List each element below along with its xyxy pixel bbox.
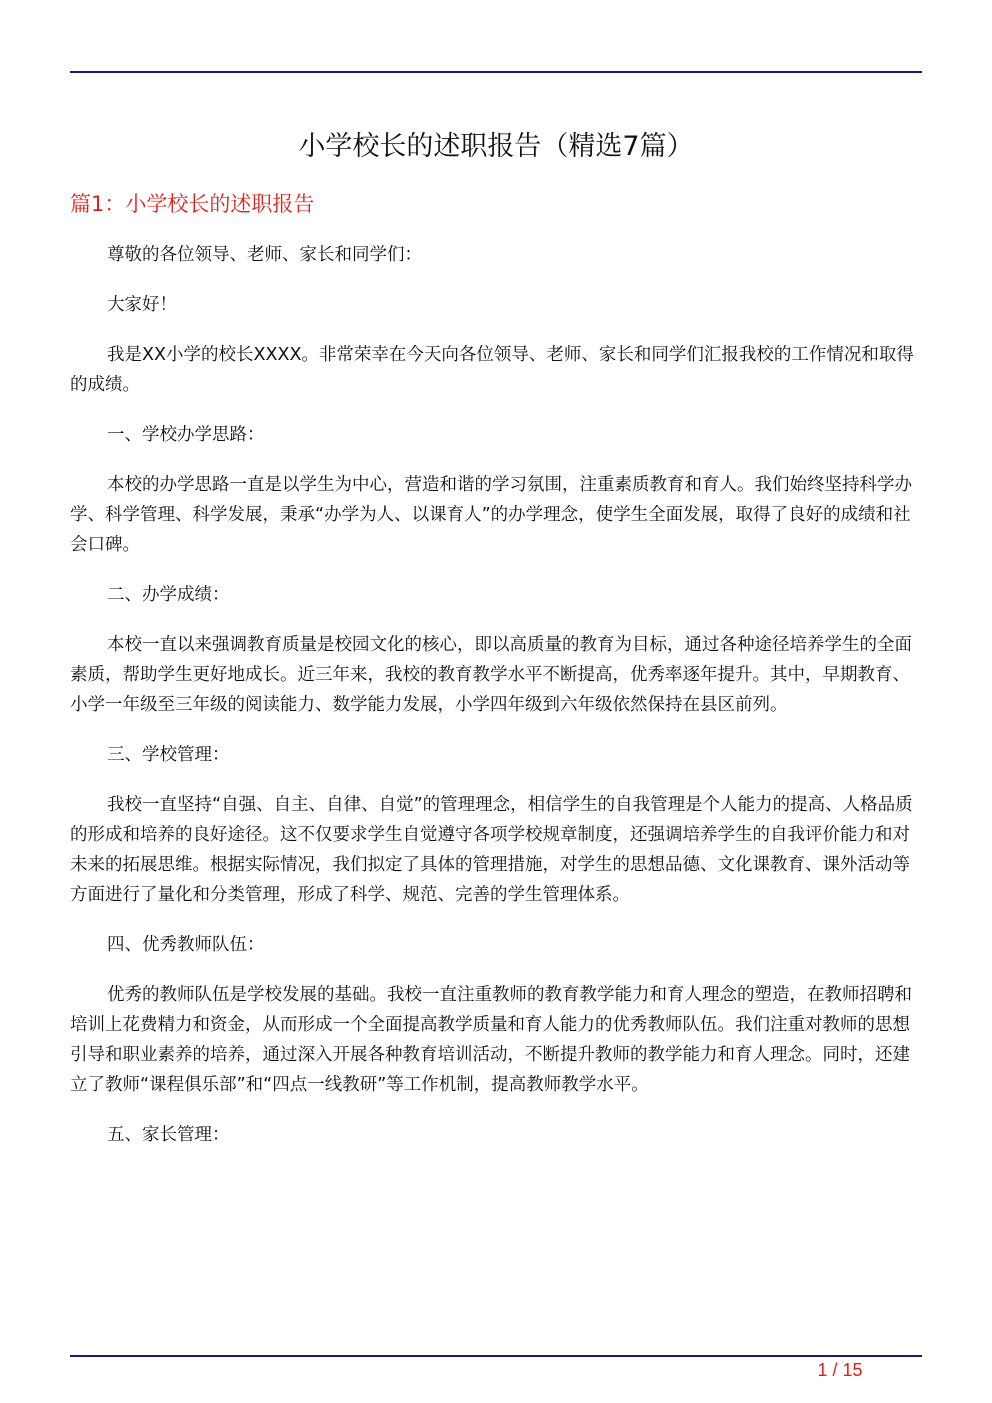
intro-paragraph: 我是XX小学的校长XXXX。非常荣幸在今天向各位领导、老师、家长和同学们汇报我校的工作情况和取得的成绩。	[70, 345, 914, 395]
header-rule	[70, 71, 922, 73]
document-title: 小学校长的述职报告（精选7篇）	[298, 131, 694, 162]
document-body	[70, 240, 922, 1170]
achievements-paragraph: 本校一直以来强调教育质量是校园文化的核心，即以高质量的教育为目标，通过各种途径培养学生的全面素质，帮助学生更好地成长。近三年来，我校的教育教学水平不断提高，优秀率逐年提升。其中，早期教育、小学一年级至三年级的阅读能力、数学能力发展，小学四年级到六年级依然保持在县区前列。	[70, 635, 912, 715]
management-paragraph: 我校一直坚持“自强、自主、自律、自觉”的管理理念，相信学生的自我管理是个人能力的提高、人格品质的形成和培养的良好途径。这不仅要求学生自觉遵守各项学校规章制度，还强调培养学生的自我评价能力和对未来的拓展思维。根据实际情况，我们拟定了具体的管理措施，对学生的思想品德、文化课教育、课外活动等方面进行了量化和分类管理，形成了科学、规范、完善的学生管理体系。	[70, 795, 913, 905]
section-title-philosophy: 一、学校办学思路：	[107, 425, 265, 445]
footer-rule	[70, 1355, 922, 1357]
section-title-teachers: 四、优秀教师队伍：	[107, 935, 265, 955]
salutation: 尊敬的各位领导、老师、家长和同学们：	[107, 245, 422, 265]
section-heading: 篇1：小学校长的述职报告	[70, 192, 315, 216]
teachers-paragraph: 优秀的教师队伍是学校发展的基础。我校一直注重教师的教育教学能力和育人理念的塑造，在教师招聘和培训上花费精力和资金，从而形成一个全面提高教学质量和育人能力的优秀教师队伍。我们注重对教师的思想引导和职业素养的培养，通过深入开展各种教育培训活动，不断提升教师的教学能力和育人理念。同时，还建立了教师“课程俱乐部”和“四点一线教研”等工作机制，提高教师教学水平。	[70, 985, 912, 1095]
philosophy-paragraph: 本校的办学思路一直是以学生为中心，营造和谐的学习氛围，注重素质教育和育人。我们始终坚持科学办学、科学管理、科学发展，秉承“办学为人、以课育人”的办学理念，使学生全面发展，取得了良好的成绩和社会口碑。	[70, 475, 912, 555]
section-title-parents: 五、家长管理：	[107, 1125, 230, 1145]
section-title-management: 三、学校管理：	[107, 745, 230, 765]
page-number: 1 / 15	[817, 1360, 863, 1380]
greeting: 大家好！	[107, 295, 177, 315]
section-title-achievements: 二、办学成绩：	[107, 585, 230, 605]
